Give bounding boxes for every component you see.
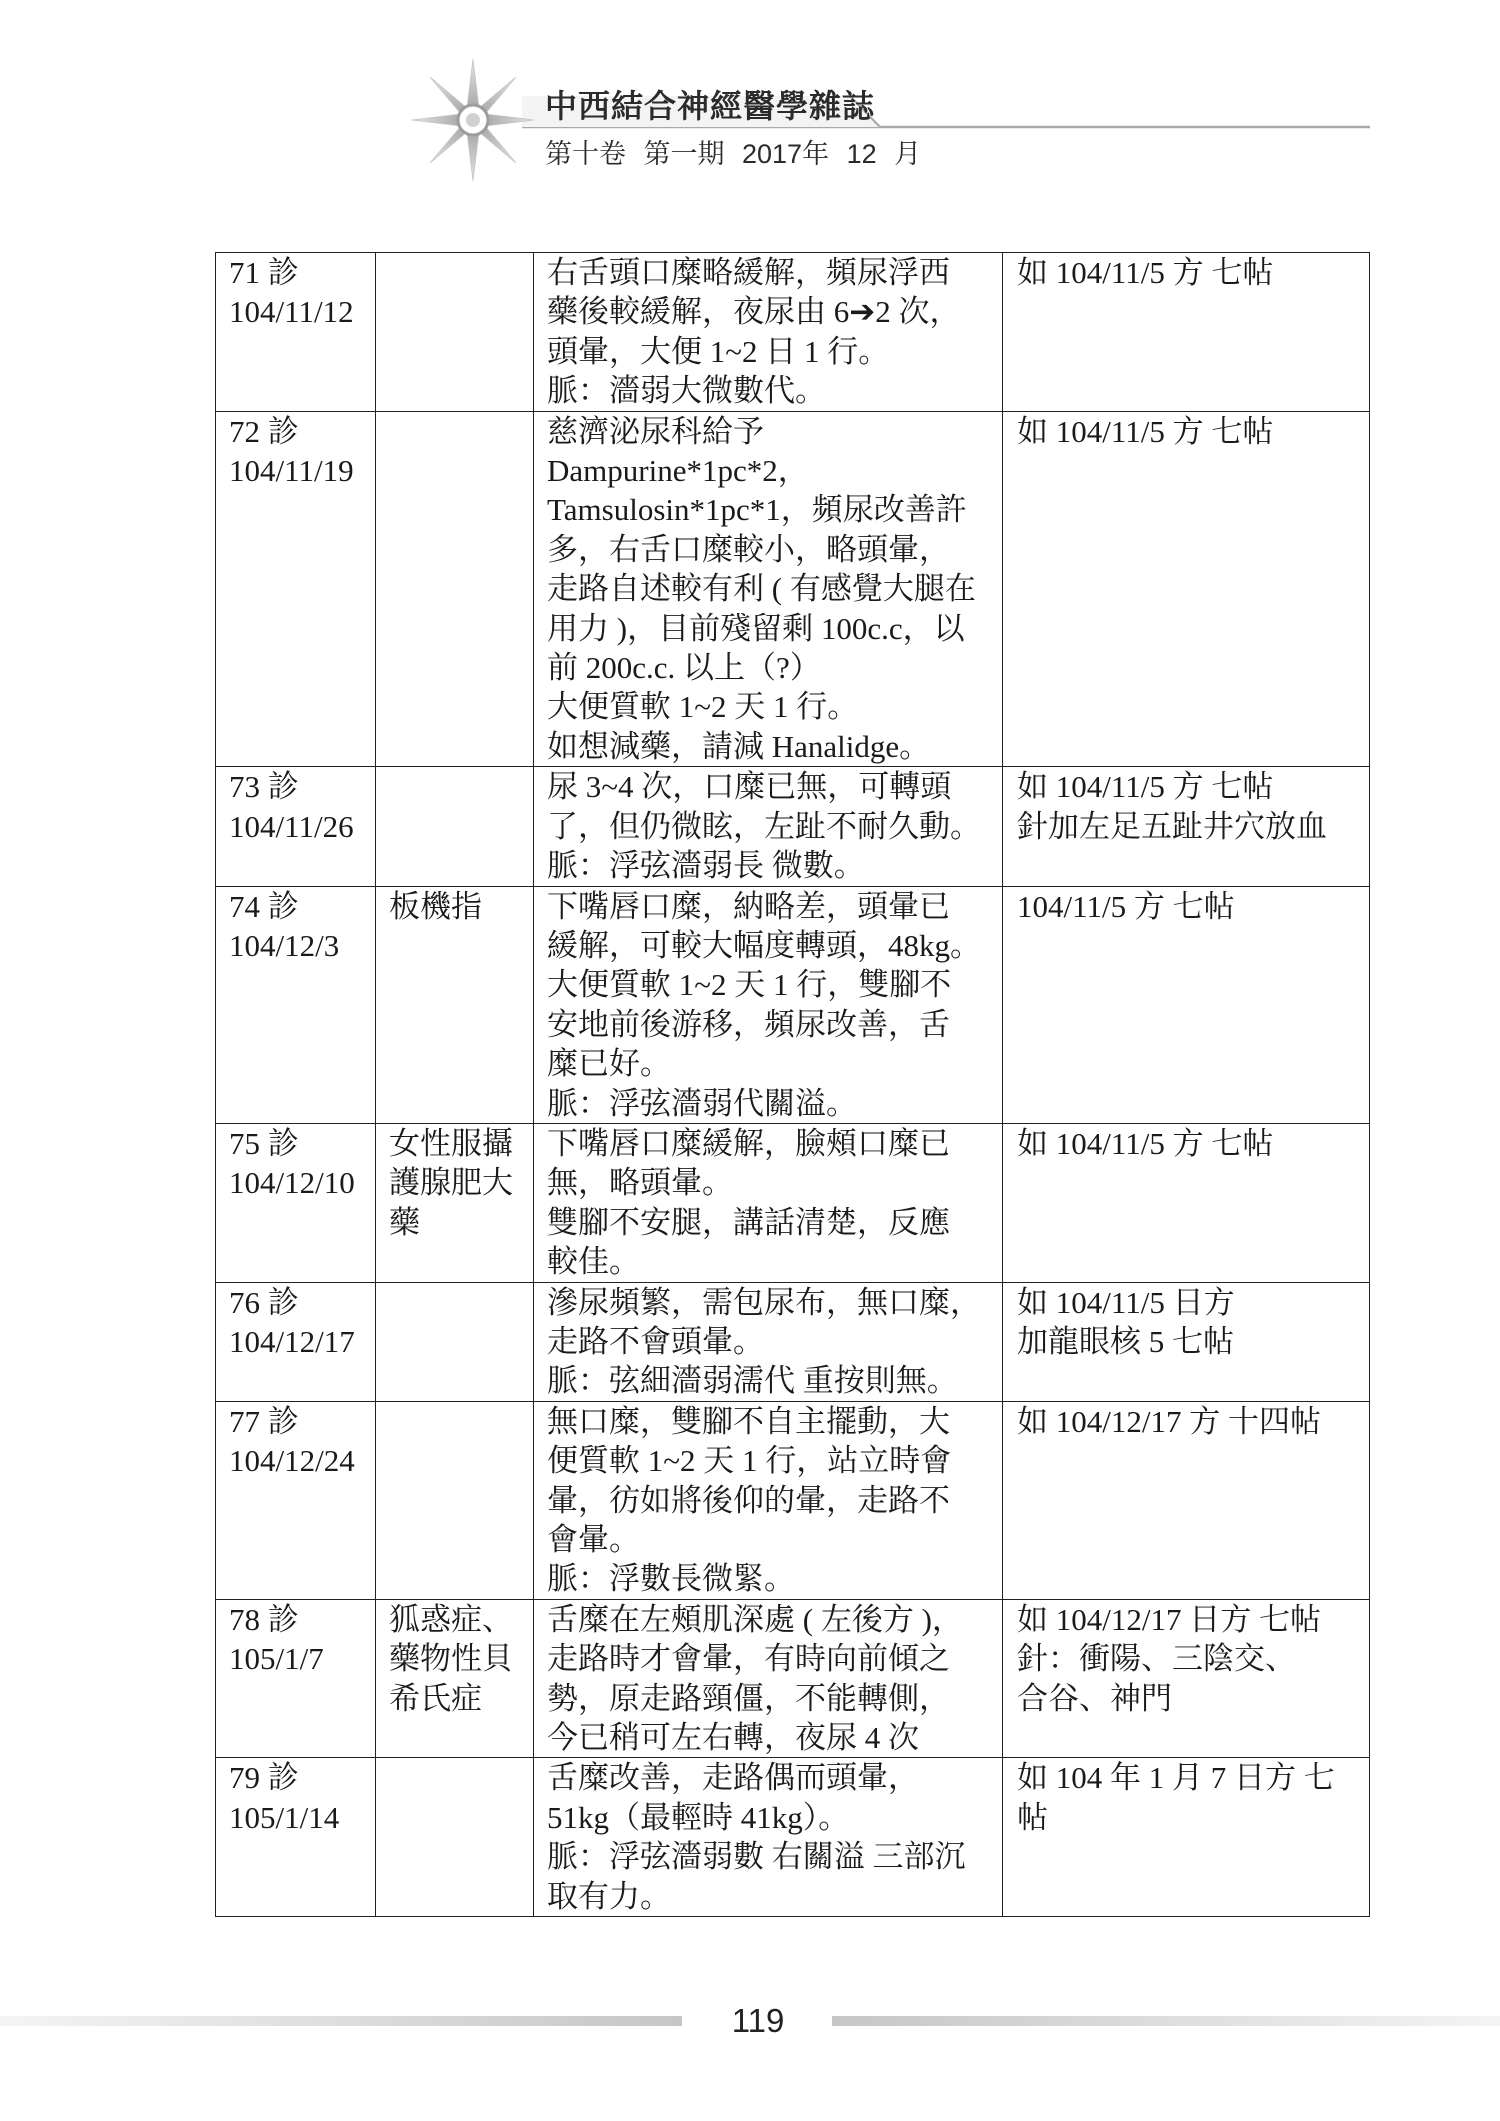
visit-cell	[216, 767, 376, 886]
visit-date: 105/1/14	[229, 1799, 340, 1835]
visit-cell	[216, 1758, 376, 1917]
table-row	[216, 1282, 1370, 1401]
note-line: 無，略頭暈。	[547, 1165, 733, 1201]
table-row	[216, 1401, 1370, 1599]
prescription-cell	[1003, 253, 1370, 412]
prescription-line: 如 104/12/17 方 十四帖	[1017, 1403, 1321, 1439]
note-line: 尿 3~4 次，口糜已無，可轉頭	[547, 769, 952, 805]
clinical-notes-cell	[534, 767, 1003, 886]
condition-cell	[376, 1401, 534, 1599]
condition-line: 狐惑症、	[389, 1601, 513, 1637]
table-row	[216, 1123, 1370, 1282]
note-line: 下嘴唇口糜緩解，臉頰口糜已	[547, 1125, 950, 1161]
prescription-line: 如 104/11/5 方 七帖	[1017, 1125, 1274, 1161]
note-line: 多，右舌口糜較小，略頭暈，	[547, 531, 950, 567]
prescription-cell	[1003, 1282, 1370, 1401]
table-row	[216, 253, 1370, 412]
note-line: 便質軟 1~2 天 1 行，站立時會	[547, 1443, 952, 1479]
note-line: Tamsulosin*1pc*1，頻尿改善許	[547, 492, 967, 528]
prescription-cell	[1003, 1401, 1370, 1599]
footer-bar-right	[832, 2016, 1500, 2026]
prescription-cell	[1003, 411, 1370, 767]
visit-cell	[216, 253, 376, 412]
note-line: Dampurine*1pc*2，	[547, 453, 809, 489]
condition-line: 護腺肥大	[389, 1165, 513, 1201]
condition-cell	[376, 411, 534, 767]
visit-cell	[216, 1401, 376, 1599]
clinical-notes-cell	[534, 886, 1003, 1123]
note-line: 了，但仍微眩，左趾不耐久動。	[547, 808, 981, 844]
condition-cell	[376, 1282, 534, 1401]
visit-number: 78 診	[229, 1601, 299, 1637]
prescription-line: 針：衝陽、三陰交、	[1017, 1641, 1296, 1677]
treatment-record-table	[215, 252, 1370, 1917]
condition-cell	[376, 253, 534, 412]
footer-bar-left	[0, 2016, 682, 2026]
visit-number: 71 診	[229, 255, 299, 290]
visit-cell	[216, 1123, 376, 1282]
condition-cell	[376, 886, 534, 1123]
visit-number: 72 診	[229, 413, 299, 449]
note-line: 如想減藥，請減 Hanalidge。	[547, 728, 931, 764]
note-line: 慈濟泌尿科給予	[547, 413, 764, 449]
clinical-notes-cell	[534, 1758, 1003, 1917]
condition-line: 藥物性貝	[389, 1641, 513, 1677]
note-line: 前 200c.c. 以上（?）	[547, 650, 821, 686]
note-line: 勢，原走路頸僵，不能轉側，	[547, 1680, 950, 1716]
clinical-notes-cell	[534, 253, 1003, 412]
prescription-cell	[1003, 767, 1370, 886]
condition-line: 藥	[389, 1204, 420, 1240]
table-row	[216, 886, 1370, 1123]
visit-number: 73 診	[229, 769, 299, 805]
visit-cell	[216, 411, 376, 767]
visit-date: 104/11/19	[229, 453, 354, 489]
journal-title: 中西結合神經醫學雜誌	[545, 88, 876, 124]
prescription-line: 加龍眼核 5 七帖	[1017, 1323, 1234, 1359]
visit-number: 74 診	[229, 888, 299, 924]
note-line: 51kg（最輕時 41kg）。	[547, 1799, 850, 1835]
note-line: 脈：浮數長微緊。	[547, 1561, 795, 1597]
visit-date: 104/12/17	[229, 1323, 355, 1359]
visit-number: 77 診	[229, 1403, 299, 1439]
prescription-line: 如 104/11/5 方 七帖	[1017, 413, 1274, 449]
prescription-line: 如 104/12/17 日方 七帖	[1017, 1601, 1321, 1637]
condition-line: 板機指	[389, 888, 482, 924]
visit-number: 76 診	[229, 1284, 299, 1320]
table-row	[216, 411, 1370, 767]
note-line: 較佳。	[547, 1244, 640, 1280]
note-line: 藥後較緩解，夜尿由 6➔2 次，	[547, 294, 961, 330]
note-line: 脈：濇弱大微數代。	[547, 373, 826, 409]
prescription-line: 如 104 年 1 月 7 日方 七	[1017, 1760, 1335, 1796]
note-line: 舌糜改善，走路偶而頭暈，	[547, 1760, 919, 1796]
note-line: 脈：浮弦濇弱代關溢。	[547, 1085, 857, 1121]
visit-date: 105/1/7	[229, 1641, 324, 1677]
prescription-cell	[1003, 886, 1370, 1123]
note-line: 脈：弦細濇弱濡代 重按則無。	[547, 1363, 958, 1399]
clinical-notes-cell	[534, 1401, 1003, 1599]
table-row	[216, 767, 1370, 886]
visit-date: 104/12/10	[229, 1165, 355, 1201]
note-line: 用力 )，目前殘留剩 100c.c，以	[547, 610, 965, 646]
prescription-line: 針加左足五趾井穴放血	[1017, 808, 1327, 844]
note-line: 雙腳不安腿，講話清楚，反應	[547, 1204, 950, 1240]
condition-line: 女性服攝	[389, 1125, 513, 1161]
visit-cell	[216, 1599, 376, 1758]
clinical-notes-cell	[534, 411, 1003, 767]
note-line: 安地前後游移，頻尿改善，舌	[547, 1006, 950, 1042]
note-line: 下嘴唇口糜，納略差，頭暈已	[547, 888, 950, 924]
note-line: 脈：浮弦濇弱數 右關溢 三部沉	[547, 1839, 966, 1875]
visit-cell	[216, 886, 376, 1123]
note-line: 大便質軟 1~2 天 1 行。	[547, 689, 859, 725]
visit-date: 104/12/24	[229, 1443, 355, 1479]
note-line: 取有力。	[547, 1878, 671, 1914]
condition-cell	[376, 767, 534, 886]
note-line: 走路自述較有利 ( 有感覺大腿在	[547, 571, 976, 607]
note-line: 大便質軟 1~2 天 1 行，雙腳不	[547, 967, 952, 1003]
table-row	[216, 1758, 1370, 1917]
note-line: 會暈。	[547, 1522, 640, 1557]
prescription-line: 如 104/11/5 日方	[1017, 1284, 1235, 1320]
visit-number: 75 診	[229, 1125, 299, 1161]
prescription-line: 帖	[1017, 1799, 1048, 1835]
note-line: 暈，彷如將後仰的暈，走路不	[547, 1482, 950, 1518]
clinical-notes-cell	[534, 1123, 1003, 1282]
prescription-cell	[1003, 1758, 1370, 1917]
note-line: 今已稍可左右轉，夜尿 4 次	[547, 1720, 919, 1756]
note-line: 緩解，可較大幅度轉頭，48kg。	[547, 927, 981, 963]
note-line: 脈：浮弦濇弱長 微數。	[547, 848, 865, 884]
note-line: 走路不會頭暈。	[547, 1323, 764, 1359]
star-burst-logo-icon	[412, 59, 534, 181]
visit-date: 104/11/26	[229, 808, 354, 844]
clinical-notes-cell	[534, 1282, 1003, 1401]
note-line: 無口糜，雙腳不自主擺動，大	[547, 1403, 950, 1439]
prescription-line: 如 104/11/5 方 七帖	[1017, 255, 1274, 290]
clinical-notes-cell	[534, 1599, 1003, 1758]
condition-cell	[376, 1599, 534, 1758]
visit-date: 104/12/3	[229, 927, 340, 963]
note-line: 走路時才會暈，有時向前傾之	[547, 1641, 950, 1677]
note-line: 滲尿頻繁，需包尿布，無口糜，	[547, 1284, 981, 1320]
prescription-cell	[1003, 1123, 1370, 1282]
visit-date: 104/11/12	[229, 294, 354, 330]
condition-cell	[376, 1758, 534, 1917]
visit-number: 79 診	[229, 1760, 299, 1796]
table-row	[216, 1599, 1370, 1758]
prescription-line: 合谷、神門	[1017, 1680, 1172, 1716]
prescription-cell	[1003, 1599, 1370, 1758]
note-line: 頭暈，大便 1~2 日 1 行。	[547, 333, 890, 369]
note-line: 舌糜在左頰肌深處 ( 左後方 )，	[547, 1601, 963, 1637]
treatment-record-body	[216, 253, 1370, 1917]
prescription-line: 104/11/5 方 七帖	[1017, 888, 1235, 924]
condition-line: 希氏症	[389, 1680, 482, 1716]
prescription-line: 如 104/11/5 方 七帖	[1017, 769, 1274, 805]
visit-cell	[216, 1282, 376, 1401]
note-line: 糜已好。	[547, 1046, 671, 1082]
page-number: 119	[731, 2002, 785, 2039]
issue-info: 第十卷 第一期 2017年 12 月	[545, 139, 922, 169]
note-line: 右舌頭口糜略緩解，頻尿浮西	[547, 255, 950, 290]
condition-cell	[376, 1123, 534, 1282]
